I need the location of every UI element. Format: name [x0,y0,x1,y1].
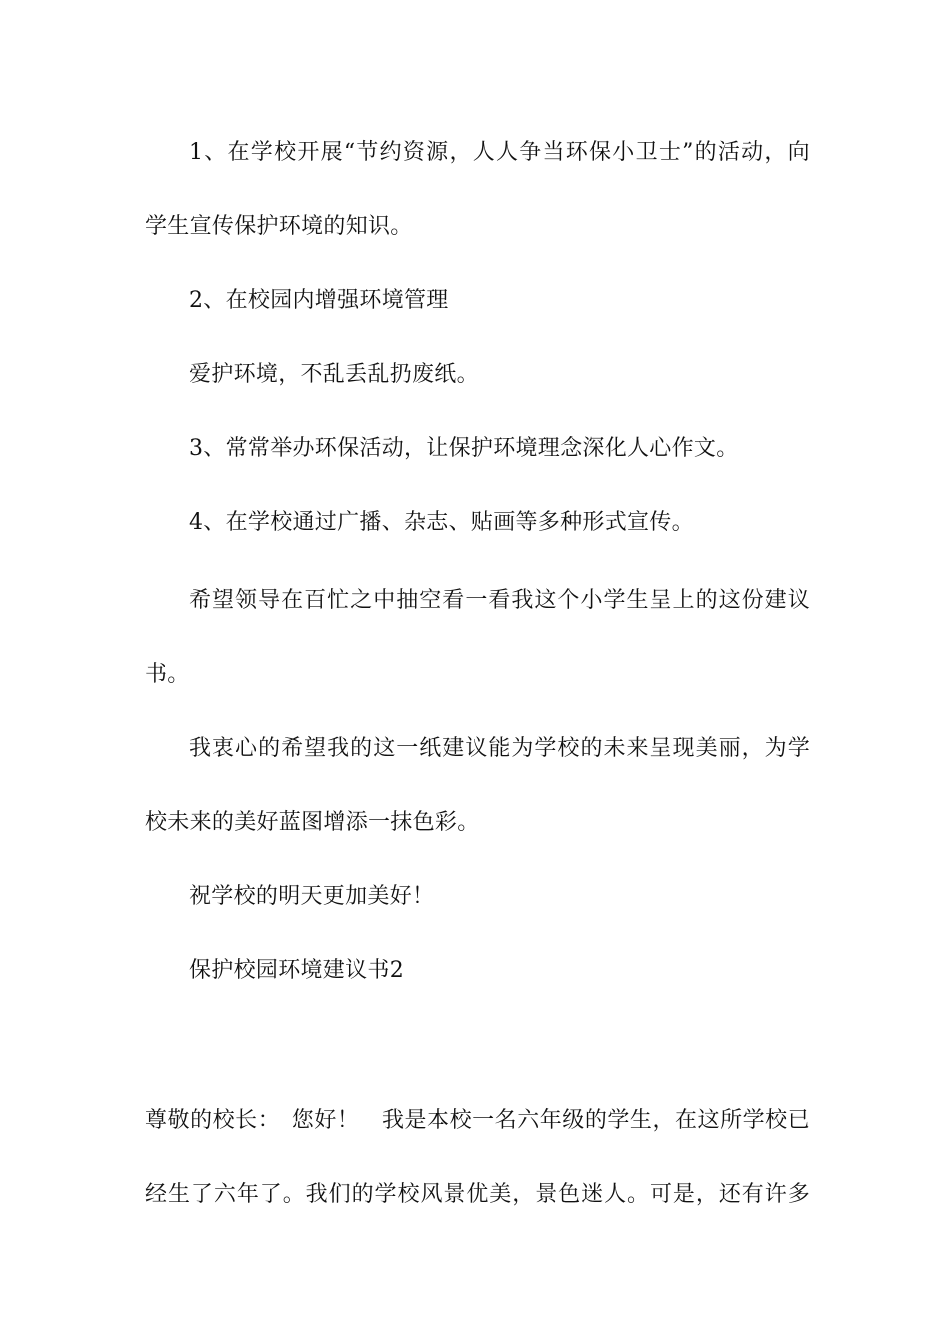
section-heading: 保护校园环境建议书2 [189,958,404,983]
paragraph-line-13: 尊敬的校长： 您好！ 我是本校一名六年级的学生，在这所学校已 [145,1108,810,1133]
paragraph-line-10: 校未来的美好蓝图增添一抹色彩。 [145,810,480,835]
paragraph-line-8: 书。 [145,662,190,687]
paragraph-line-9: 我衷心的希望我的这一纸建议能为学校的未来呈现美丽，为学 [189,736,810,761]
paragraph-line-1: 1、在学校开展“节约资源，人人争当环保小卫士”的活动，向 [189,140,810,165]
paragraph-line-2: 学生宣传保护环境的知识。 [145,214,413,239]
paragraph-line-14: 经生了六年了。我们的学校风景优美，景色迷人。可是，还有许多 [145,1182,810,1207]
paragraph-line-11: 祝学校的明天更加美好！ [189,884,435,909]
paragraph-line-5: 3、常常举办环保活动，让保护环境理念深化人心作文。 [189,436,739,461]
paragraph-line-6: 4、在学校通过广播、杂志、贴画等多种形式宣传。 [189,510,694,535]
paragraph-line-4: 爱护环境，不乱丢乱扔废纸。 [189,362,479,387]
paragraph-line-7: 希望领导在百忙之中抽空看一看我这个小学生呈上的这份建议 [189,588,810,613]
paragraph-line-3: 2、在校园内增强环境管理 [189,288,449,313]
